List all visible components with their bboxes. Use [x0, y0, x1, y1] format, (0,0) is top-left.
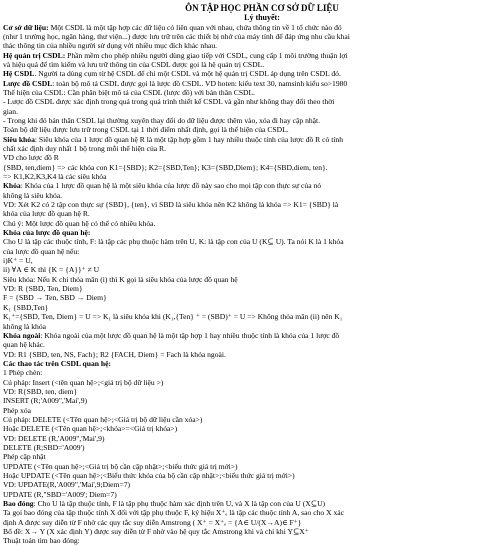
line-text: => K1,K2,K3,K4 là các siêu khóa — [3, 172, 107, 181]
text-line — [3, 480, 481, 489]
text-line — [3, 88, 481, 97]
text-line — [3, 406, 481, 415]
line-text: K₁ {SBD,Ten} — [3, 302, 49, 312]
page-title: ÔN TẬP HỌC PHẦN CƠ SỞ DỮ LIỆU — [185, 3, 339, 13]
line-text: gian. — [3, 106, 18, 116]
text-line — [3, 452, 481, 461]
text-line — [3, 265, 481, 274]
text-line — [3, 293, 481, 302]
line-text: VD: Xét K2 có 2 tập con thực sự {SBD}, {ten}, vì SBD là siêu khóa nên K2 không là khóa => K1= {SBD} là — [3, 200, 339, 210]
text-line — [3, 471, 481, 480]
text-line — [3, 508, 481, 517]
text-line — [3, 153, 481, 162]
text-line — [3, 350, 481, 359]
line-text: Phần mềm cho phép nhiều người dùng giao tiếp với CSDL, cung cấp 1 môi trường thuận lợi — [65, 50, 348, 60]
line-text: : Khóa của 1 lược đồ quan hệ là một siêu khóa của lược đồ này sao cho mọi tập con thực sự của nó — [20, 181, 322, 191]
line-text: - Lược đồ CSDL được xác định trong quá trong quá trình thiết kế CSDL và gần như không thay đổi theo thời — [3, 97, 335, 107]
line-text: DELETE (R;SBD='A009') — [3, 442, 85, 452]
line-text: Cho U là tập các thuộc tính, F: là tập các phụ thuộc hàm trên U, K: là tập con của U (K⊆ U). Ta nói K là 1 khóa — [3, 237, 344, 247]
line-text: VD: R {SBD, Ten, Diem} — [3, 284, 83, 294]
line-text: Thuật toán tìm bao đóng: — [3, 536, 80, 546]
line-text: Chú ý: Một lược đồ quan hệ có thể có nhiều khóa. — [3, 218, 156, 228]
text-line — [3, 396, 481, 405]
bold-term: Bao đóng — [3, 499, 34, 509]
line-text: UPDATE (<Tên quan hệ>;<Giá trị bộ cần cập nhật>;<biểu thức giá trị mới>) — [3, 461, 238, 471]
text-line — [3, 331, 481, 340]
bold-term: Các thao tác trên CSDL quan hệ: — [3, 358, 112, 368]
text-line — [3, 340, 481, 349]
document-body — [3, 23, 481, 546]
bold-term: Khóa ngoài — [3, 330, 41, 340]
line-text: UPDATE (R,"SBD='A009'; Diem=7) — [3, 489, 117, 499]
line-text: : Khóa ngoài của một lược đồ quan hệ là một tập hợp 1 hay nhiều thuộc tính là khóa của 1 lược đồ — [40, 330, 340, 340]
text-line — [3, 378, 481, 387]
text-line — [3, 125, 481, 134]
section-heading: Lý thuyết: — [244, 13, 280, 22]
line-text: K₁⁺={SBD, Ten, Diem} = U => K₁ là siêu khóa khi (K₁,{Ten} ⁺ = (SBD)⁺ = U => Không thỏa mãn (ii) nên K₁ — [3, 312, 343, 322]
line-text: Siêu khóa: Nếu K chỉ thỏa mãn (i) thì K gọi là siêu khóa của lược đồ quan hệ — [3, 274, 238, 284]
text-line — [3, 172, 481, 181]
line-text: VD cho lược đồ R — [3, 153, 59, 163]
bold-term: Khóa — [3, 181, 21, 191]
line-text: . Người ta dùng cụm từ hệ CSDL để chỉ một CSDL và một hệ quản trị CSDL áp dụng trên CSDL đó. — [34, 69, 341, 79]
text-line — [3, 41, 481, 50]
line-text: Phép xóa — [3, 405, 32, 415]
text-line — [3, 144, 481, 153]
line-text: Hoặc UPDATE (<Tên quan hệ>;<Biểu thức khóa của bộ cần cập nhật>;<biểu thức giá trị mới>) — [3, 471, 295, 480]
text-line — [3, 536, 481, 545]
line-text: quan hệ khác. — [3, 340, 45, 350]
text-line — [3, 415, 481, 424]
text-line — [3, 237, 481, 246]
text-line — [3, 219, 481, 228]
line-text: : toàn bộ mô tả CSDL được gọi là lược đồ CSDL. VD hoten: kiểu text 30, namsinh kiểu so>1980 — [52, 78, 348, 88]
text-line — [3, 135, 481, 144]
text-line — [3, 434, 481, 443]
text-line — [3, 79, 481, 88]
text-line — [3, 312, 481, 321]
text-line — [3, 69, 481, 78]
text-line — [3, 462, 481, 471]
text-line — [3, 209, 481, 218]
line-text: Toàn bộ dữ liệu được lưu trữ trong CSDL tại 1 thời điểm nhất định, gọi là thể hiện của CSDL. — [3, 125, 289, 135]
line-text: của lược đồ quan hệ nếu: — [3, 246, 80, 256]
line-text: thác thông tin của nhiều người sử dụng với nhiều mục đích khác nhau. — [3, 41, 218, 51]
line-text: VD: UPDATE(R,'A009",'Mai',9;Diem=7) — [3, 480, 131, 490]
line-text: VD: R1 {SBD, ten, NS, Fach}; R2 {FACH, Diem} = Fach là khóa ngoài. — [3, 349, 226, 359]
text-line — [3, 359, 481, 368]
line-text: không là siêu khóa. — [3, 190, 63, 200]
line-text: VD: DELETE (R,'A009",'Mai',9) — [3, 433, 105, 443]
bold-term: Hệ quản trị CSDL: — [3, 50, 66, 60]
text-line — [3, 518, 481, 527]
line-text: chất xác định duy nhất 1 bộ trong mỗi thể hiện của R. — [3, 143, 167, 153]
text-line — [3, 490, 481, 499]
text-line — [3, 443, 481, 452]
text-line — [3, 200, 481, 209]
text-line — [3, 499, 481, 508]
line-text: 1 Phép chèn: — [3, 368, 43, 378]
line-text: Cú pháp: DELETE (<Tên quan hệ>;<Giá trị bộ dữ liệu cần xóa>) — [3, 414, 203, 424]
line-text: và hiệu quả để tìm kiếm và lưu trữ thông tin của CSDL được gọi là hệ quản trị CSDL. — [3, 59, 265, 69]
text-line — [3, 303, 481, 312]
line-text: định A được suy diễn từ F nhờ các quy tắc suy diễn Amstrong ( X⁺ = X⁺ₑ = {A∈ U/(X→A)∈ F⁺} — [3, 517, 302, 527]
line-text: Phép cập nhật — [3, 452, 46, 462]
bold-term: Siêu khóa — [3, 134, 35, 144]
text-line — [3, 368, 481, 377]
line-text: không là khóa — [3, 321, 47, 331]
bold-term: Lược đồ CSDL — [3, 78, 53, 88]
text-line — [3, 107, 481, 116]
text-line — [3, 284, 481, 293]
line-text: Ta gọi bao đóng của tập thuộc tính X đối với tập phụ thuộc F, ký hiệu X⁺ₑ là tập các thuộc tính A, sao cho X xác — [3, 508, 344, 518]
line-text: (như 1 trường học, ngân hàng, thư viện...) được lưu trữ trên các thiết bị nhớ của máy tính để đáp ứng nhu cầu khai — [3, 31, 350, 41]
line-text: : Cho U là tập thuộc tính, F là tập phụ thuộc hàm xác định trên U, và X là tập con của U (X⊆U) — [33, 499, 326, 509]
text-line — [3, 247, 481, 256]
line-text: VD: R{SBD, ten, diem} — [3, 386, 78, 396]
bold-term: Khóa của lược đồ quan hệ: — [3, 228, 91, 238]
line-text: {SBD, ten,diem} => các khóa con K1={SBD}; K2={SBD,Ten}; K3={SBD,Diem}; K4={SBD,diem, ten}. — [3, 162, 328, 172]
line-text: Hoặc DELETE (<Tên quan hệ>;<khóa>=<Giá trị khóa>) — [3, 424, 178, 434]
bold-term: Cơ sở dữ liệu: — [3, 22, 49, 32]
text-line — [3, 181, 481, 190]
bold-term: Hệ CSDL — [3, 69, 35, 79]
text-line — [3, 163, 481, 172]
line-text: F = {SBD → Ten, SBD → Diem} — [3, 293, 107, 303]
text-line — [3, 191, 481, 200]
text-line — [3, 527, 481, 536]
text-line — [3, 23, 481, 32]
line-text: Bổ đề: X→ Y (X xác định Y) được suy diễn từ F nhờ vào hệ quy tắc Amstrong khi và chỉ khi Y⊆X⁺ — [3, 527, 309, 537]
text-line — [3, 60, 481, 69]
text-line — [3, 116, 481, 125]
line-text: : Siêu khóa của 1 lược đồ quan hệ R là một tập hợp gồm 1 hay nhiều thuộc tính của lược đồ R có tính — [34, 134, 344, 144]
line-text: Một CSDL là một tập hợp các dữ liệu có liên quan với nhau, chứa thông tin về 1 tổ chức nào đó — [48, 22, 342, 32]
line-text: i)K⁺ = U, — [3, 256, 33, 266]
line-text: ii) ∀A ∈ K thì {K = {A}}⁺ ≠ U — [3, 265, 100, 275]
document-page — [3, 3, 481, 546]
line-text: Thể hiện của CSDL: Cần phân biệt mô tả của CSDL (lược đồ) với bản thân CSDL. — [3, 87, 256, 97]
text-line — [3, 256, 481, 265]
text-line — [3, 228, 481, 237]
text-line — [3, 51, 481, 60]
text-line — [3, 322, 481, 331]
line-text: khóa của lược đồ quan hệ R. — [3, 209, 90, 219]
text-line — [3, 97, 481, 106]
text-line — [3, 32, 481, 41]
line-text: Cú pháp: Insert (<tên quan hệ>;<giá trị bộ dữ liệu >) — [3, 377, 164, 387]
text-line — [3, 275, 481, 284]
text-line — [3, 424, 481, 433]
text-line — [3, 387, 481, 396]
line-text: INSERT (R;'A009",'Mai',9) — [3, 396, 88, 406]
line-text: - Trong khi đó bản thân CSDL lại thường xuyên thay đổi do dữ liệu được thêm vào, xóa đi hay cập nhật. — [3, 115, 321, 125]
